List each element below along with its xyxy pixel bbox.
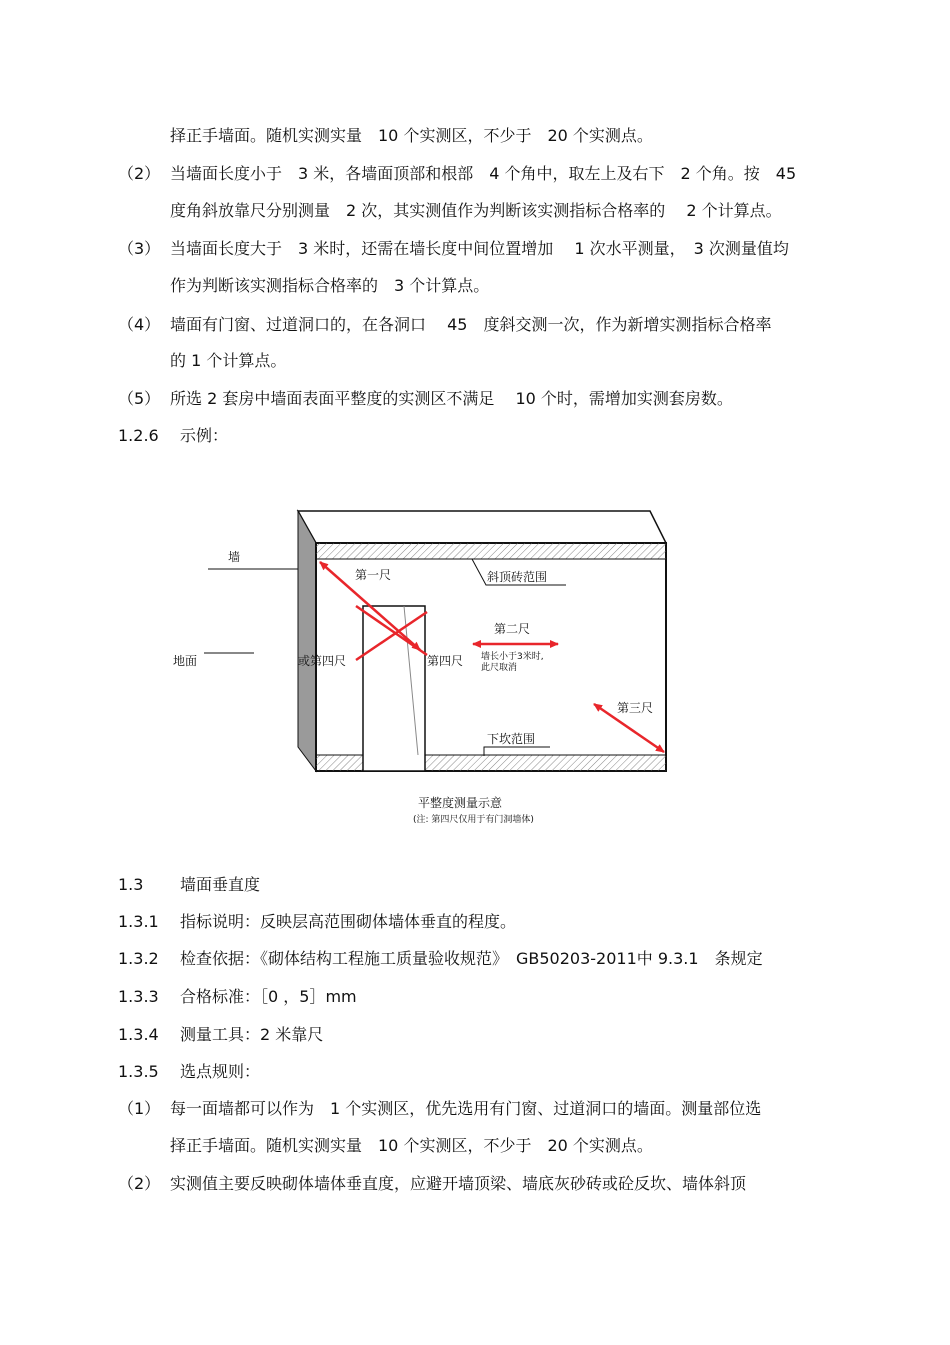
section-text: 检查依据：《砌体结构工程施工质量验收规范》 GB50203-2011中 9.3.1 条规定 xyxy=(180,949,763,968)
para-line: 择正手墙面。随机实测实量 10 个实测区，不少于 20 个实测点。 xyxy=(170,126,653,145)
para-line: 的 1 个计算点。 xyxy=(170,351,287,370)
para-number: （2） xyxy=(118,1174,161,1193)
para-line: 实测值主要反映砌体墙体垂直度，应避开墙顶梁、墙底灰砂砖或砼反坎、墙体斜顶 xyxy=(170,1174,747,1193)
para-line: 当墙面长度大于 3 米时，还需在墙长度中间位置增加 1 次水平测量， 3 次测量值均 xyxy=(170,239,789,258)
para-number: （4） xyxy=(118,315,161,334)
section-number: 1.3 xyxy=(118,875,144,894)
para-number: （5） xyxy=(118,389,161,408)
para-line: 作为判断该实测指标合格率的 3 个计算点。 xyxy=(170,276,490,295)
section-number: 1.3.5 xyxy=(118,1062,159,1081)
label-bottom-range: 下坎范围 xyxy=(487,732,536,746)
para-number: （3） xyxy=(118,239,161,258)
diagram-caption: 平整度测量示意 xyxy=(418,796,503,810)
para-line: 度角斜放靠尺分别测量 2 次，其实测值作为判断该实测指标合格率的 2 个计算点。 xyxy=(170,201,782,220)
para-line: 择正手墙面。随机实测实量 10 个实测区，不少于 20 个实测点。 xyxy=(170,1136,653,1155)
section-number: 1.3.2 xyxy=(118,949,159,968)
section-text: 指标说明：反映层高范围砌体墙体垂直的程度。 xyxy=(180,912,517,931)
label-wall: 墙 xyxy=(228,550,241,564)
section-text: 合格标准：［0 ，5］mm xyxy=(180,987,357,1006)
para-line: 所选 2 套房中墙面表面平整度的实测区不满足 10 个时，需增加实测套房数。 xyxy=(170,389,733,408)
section-number: 1.3.1 xyxy=(118,912,159,931)
label-ruler2-note-2: 此尺取消 xyxy=(481,663,518,673)
label-ruler4: 第四尺 xyxy=(427,654,464,668)
section-number: 1.3.4 xyxy=(118,1025,159,1044)
para-line: 当墙面长度小于 3 米，各墙面顶部和根部 4 个角中，取左上及右下 2 个角。按 45 xyxy=(170,164,797,183)
section-title: 墙面垂直度 xyxy=(180,875,261,894)
label-or-ruler4: 或第四尺 xyxy=(298,654,347,668)
wall-side-face xyxy=(298,511,316,771)
label-ground: 地面 xyxy=(173,654,198,668)
slant-top-band xyxy=(316,543,666,559)
para-number: （1） xyxy=(118,1099,161,1118)
section-title: 示例： xyxy=(180,426,229,445)
label-ruler2-note-1: 墙长小于3米时, xyxy=(481,652,544,662)
section-number: 1.3.3 xyxy=(118,987,159,1006)
section-text: 选点规则： xyxy=(180,1062,261,1081)
label-ruler1: 第一尺 xyxy=(355,568,392,582)
label-ruler3: 第三尺 xyxy=(617,701,654,715)
para-number: （2） xyxy=(118,164,161,183)
diagram-note: (注: 第四尺仅用于有门洞墙体) xyxy=(413,815,534,825)
section-number: 1.2.6 xyxy=(118,426,159,445)
label-slant-top: 斜顶砖范围 xyxy=(487,570,548,584)
wall-top-face xyxy=(298,511,666,543)
para-line: 墙面有门窗、过道洞口的，在各洞口 45 度斜交测一次，作为新增实测指标合格率 xyxy=(170,315,772,334)
section-text: 测量工具：2 米靠尺 xyxy=(180,1025,324,1044)
label-ruler2: 第二尺 xyxy=(494,622,531,636)
para-line: 每一面墙都可以作为 1 个实测区，优先选用有门窗、过道洞口的墙面。测量部位选 xyxy=(170,1099,762,1118)
